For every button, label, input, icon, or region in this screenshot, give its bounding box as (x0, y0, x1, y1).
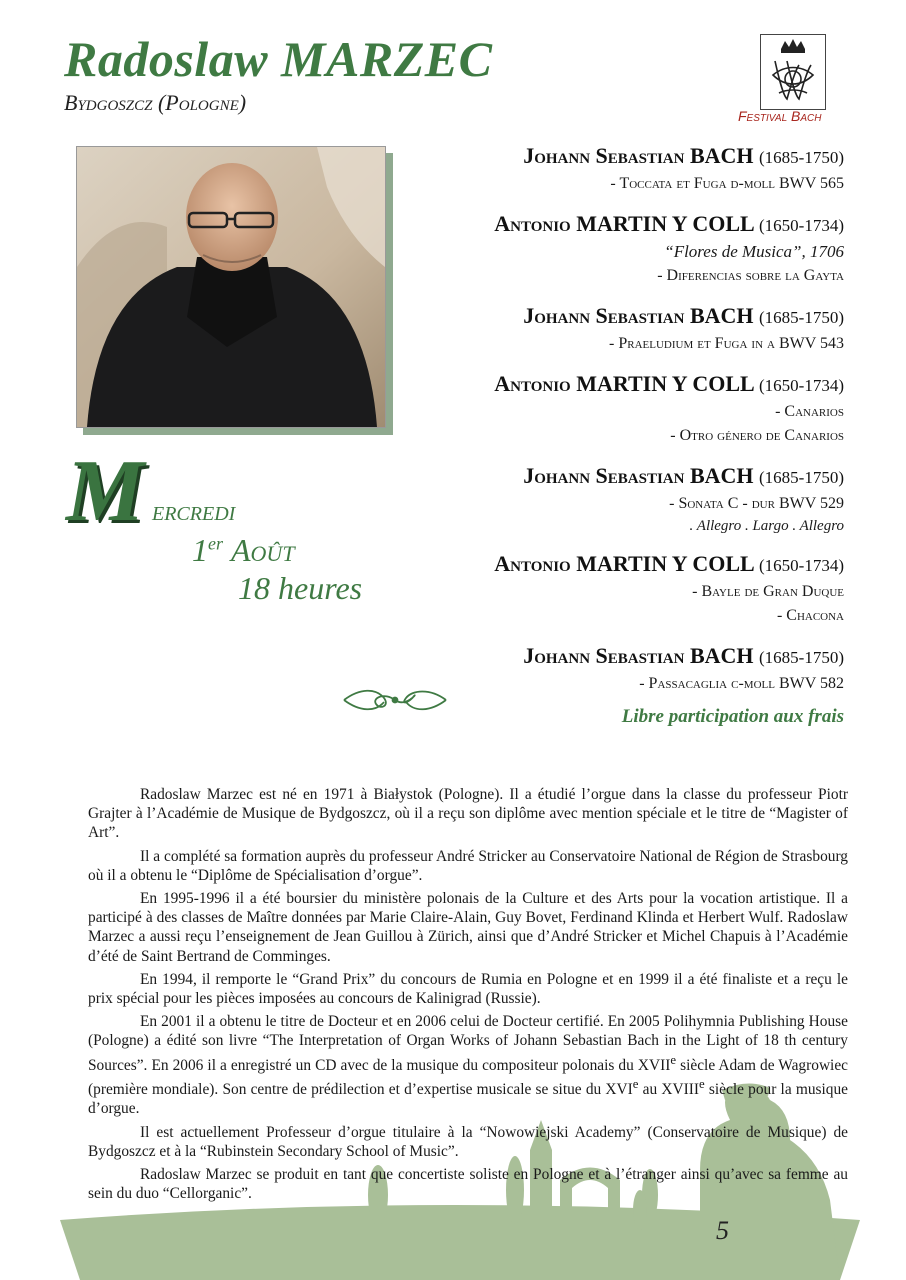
program-entry (404, 302, 844, 356)
bio-superscript: e (699, 1076, 705, 1091)
program-entry (404, 642, 844, 696)
composer-name (404, 142, 844, 172)
logo-caption: Festival Bach (738, 108, 822, 124)
collection-title: “Flores de Musica”, 1706 (664, 242, 844, 261)
composer-years: (1685-1750) (759, 468, 844, 487)
concert-program (404, 142, 844, 710)
page-subtitle: Bydgoszcz (Pologne) (64, 90, 247, 115)
date-month: Août (231, 532, 295, 568)
composer-name (404, 210, 844, 240)
bio-text: siècle Adam de Wagrowiec (première mondiale). Son centre de prédilection et d’expertise musicale se situe du XVI (88, 1056, 848, 1099)
work-title: - Otro género de Canarios (670, 427, 844, 444)
bio-paragraph: Radoslaw Marzec se produit en tant que concertiste soliste en Pologne et à l’étranger ainsi qu’avec sa femme au sein du duo “Cellorganic”. (88, 1165, 848, 1203)
concert-time: 18 heures (238, 570, 363, 606)
program-entry (404, 462, 844, 536)
composer-name (404, 462, 844, 492)
work-title: - Canarios (775, 403, 844, 420)
work-title: - Toccata et Fuga d-moll BWV 565 (610, 175, 844, 192)
composer-years: (1650-1734) (759, 556, 844, 575)
bio-text: siècle pour la musique d’orgue. (88, 1081, 849, 1118)
crown-monogram-icon (761, 35, 825, 109)
program-entry (404, 210, 844, 288)
date-day-suffix: er (208, 533, 223, 554)
date-initial: M (66, 443, 145, 540)
movements-line: . Allegro . Largo . Allegro (689, 518, 844, 534)
portrait-photo (76, 146, 386, 428)
bio-text: au XVIII (638, 1081, 700, 1099)
program-entry (404, 370, 844, 448)
composer-label: Johann Sebastian BACH (523, 303, 754, 328)
bio-text: En 2001 il a obtenu le titre de Docteur et en 2006 celui de Docteur certifié. En 2005 Polihymnia Publishing House (Pologne) a édité son livre “The Interpretation of Organ Works of Johann Sebastian Bach in the Light of 18 th century Sources”. En 2006 il a enregistré un CD avec de la musique du compositeur polonais du XVII (88, 1013, 848, 1074)
work-title: - Sonata C - dur BWV 529 (669, 495, 844, 512)
page-number: 5 (716, 1216, 729, 1245)
bio-superscript: e (670, 1052, 677, 1067)
date-weekday: ercredi (152, 496, 236, 527)
festival-logo (760, 34, 826, 110)
composer-name (404, 302, 844, 332)
composer-label: Antonio MARTIN Y COLL (494, 551, 754, 576)
bio-paragraph: Il est actuellement Professeur d’orgue titulaire à la “Nowowiejski Academy” (Conservatoire de Musique) de Bydgoszcz et à la “Rubinstein Secondary School of Music”. (88, 1123, 848, 1160)
biography (88, 785, 848, 1207)
work-title: - Diferencias sobre la Gayta (657, 267, 844, 284)
bio-paragraph: Radoslaw Marzec est né en 1971 à Białystok (Pologne). Il a étudié l’orgue dans la classe du professeur Piotr Grajter à l’Académie de Musique de Bydgoszcz, où il a reçu son diplôme avec mention spéciale et le titre de “Magister of Art”. (88, 786, 848, 842)
program-entry (404, 550, 844, 628)
work-title: - Chacona (776, 607, 844, 624)
composer-years: (1685-1750) (759, 648, 844, 667)
work-title: - Bayle de Gran Duque (692, 583, 844, 600)
page-title: Radoslaw MARZEC (64, 31, 493, 87)
composer-years: (1685-1750) (759, 308, 844, 327)
composer-label: Antonio MARTIN Y COLL (494, 211, 754, 236)
program-entry (404, 142, 844, 196)
composer-label: Johann Sebastian BACH (523, 463, 754, 488)
date-day: 1 (192, 532, 208, 568)
composer-years: (1650-1734) (759, 216, 844, 235)
composer-years: (1685-1750) (759, 148, 844, 167)
work-title: - Praeludium et Fuga in a BWV 543 (609, 335, 844, 352)
bio-paragraph: En 1995-1996 il a été boursier du ministère polonais de la Culture et des Arts pour la vocation artistique. Il a participé à des classes de Maître données par Marie Claire-Alain, Guy Bovet, Ferdinand Klinda et Herbert Wulf. Radoslaw Marzec a aussi reçu l’enseignement de Jean Guillou à Zürich, ainsi que d’André Stricker et Michel Chapuis à l’Académie d’été de Saint Bertrand de Comminges. (88, 890, 848, 965)
bio-paragraph: En 1994, il remporte le “Grand Prix” du concours de Rumia en Pologne et en 1999 il a été finaliste et a reçu le prix spécial pour les pièces imposées au concours de Kalinigrad (Russie). (88, 970, 848, 1008)
composer-name (404, 550, 844, 580)
composer-name (404, 642, 844, 672)
composer-years: (1650-1734) (759, 376, 844, 395)
composer-label: Johann Sebastian BACH (523, 143, 754, 168)
bio-paragraph (88, 1012, 848, 1118)
bio-superscript: e (632, 1076, 639, 1091)
composer-label: Antonio MARTIN Y COLL (494, 371, 754, 396)
composer-label: Johann Sebastian BACH (523, 643, 754, 668)
participation-note: Libre participation aux frais (621, 706, 844, 727)
bio-paragraph: Il a complété sa formation auprès du professeur André Stricker au Conservatoire National de Région de Strasbourg où il a obtenu le “Diplôme de Spécialisation d’orgue”. (88, 847, 848, 884)
composer-name (404, 370, 844, 400)
date-day-month (192, 532, 295, 569)
work-title: - Passacaglia c-moll BWV 582 (639, 675, 844, 692)
